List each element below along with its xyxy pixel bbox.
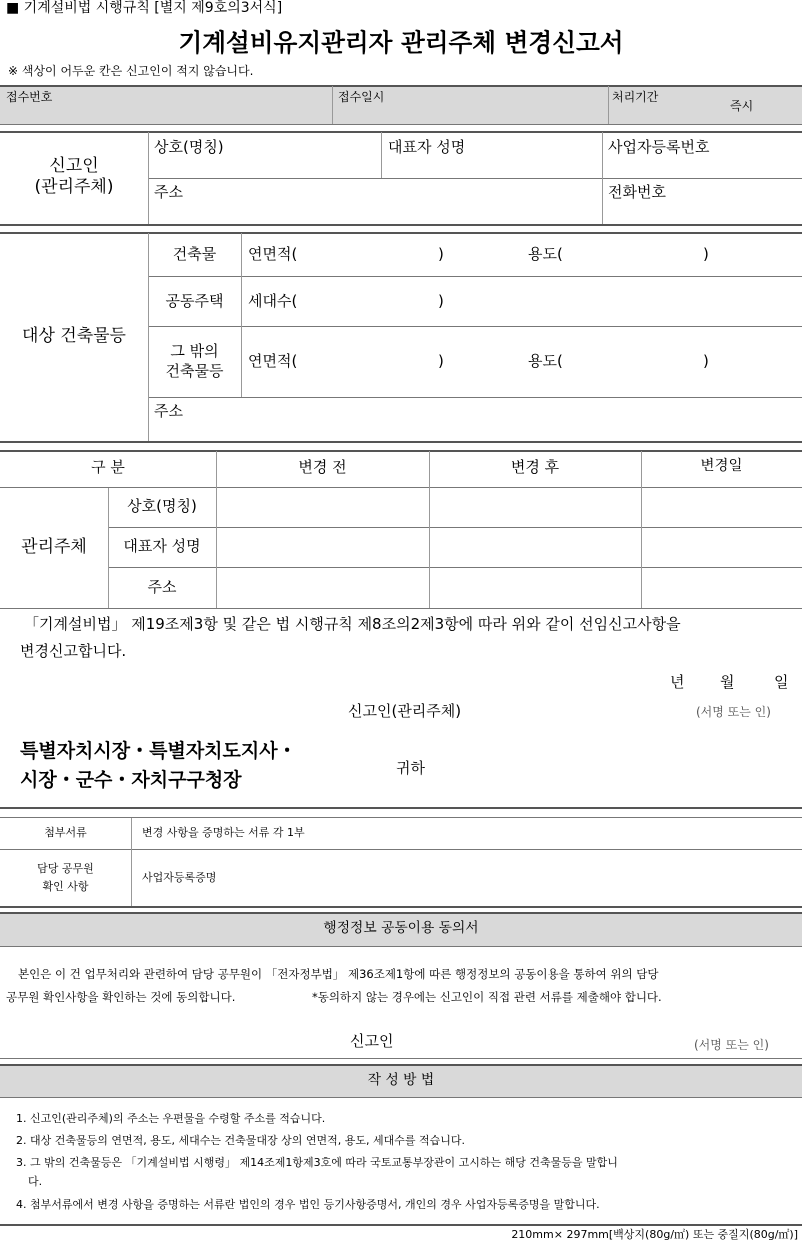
phone-number-field[interactable]: 전화번호 bbox=[608, 183, 666, 201]
date-name-cell[interactable] bbox=[642, 488, 802, 527]
year-label: 년 bbox=[670, 673, 685, 691]
officer-check-label: 담당 공무원 bbox=[37, 862, 94, 875]
instruction-item-cont: 다. bbox=[28, 1175, 43, 1188]
before-name-cell[interactable] bbox=[217, 488, 429, 527]
other-area-field[interactable]: 연면적( bbox=[248, 352, 298, 370]
other-building-label-sub: 건축물등 bbox=[165, 362, 224, 380]
declaration-text: 「기계설비법」 제19조제3항 및 같은 법 시행규칙 제8조의2제3항에 따라 위와 같이 선임신고사항을 bbox=[24, 615, 681, 633]
building-use-field[interactable]: 용도( bbox=[528, 245, 563, 263]
other-building-label: 그 밖의 bbox=[170, 342, 219, 360]
households-field[interactable]: 세대수( bbox=[248, 292, 298, 310]
officer-check-value: 사업자등록증명 bbox=[142, 871, 217, 884]
day-label: 일 bbox=[774, 673, 789, 691]
instructions-header: 작 성 방 법 bbox=[367, 1072, 435, 1088]
col-after: 변경 후 bbox=[510, 458, 560, 476]
consent-note: *동의하지 않는 경우에는 신고인이 직접 관련 서류를 제출해야 합니다. bbox=[312, 990, 662, 1004]
receipt-number-label: 접수번호 bbox=[6, 90, 53, 104]
row-name-label: 상호(명칭) bbox=[127, 497, 197, 515]
business-number-field[interactable]: 사업자등록번호 bbox=[608, 138, 710, 156]
form-reference: ■ 기계설비법 시행규칙 [별지 제9호의3서식] bbox=[6, 0, 283, 16]
consent-signature-field[interactable]: (서명 또는 인) bbox=[694, 1038, 769, 1052]
consent-text: 본인은 이 건 업무처리와 관련하여 담당 공무원이 「전자정부법」 제36조제1항에 따른 행정정보의 공동이용을 통하여 위의 담당 bbox=[18, 967, 659, 981]
instruction-item: 3. 그 밖의 건축물등은 「기계설비법 시행령」 제14조제1항제3호에 따라 국토교통부장관이 고시하는 해당 건축물등을 말합니 bbox=[16, 1156, 618, 1169]
col-category: 구 분 bbox=[91, 458, 125, 476]
households-close: ) bbox=[438, 292, 444, 310]
receipt-row bbox=[0, 86, 802, 124]
other-use-close: ) bbox=[703, 352, 709, 370]
building-area-close: ) bbox=[438, 245, 444, 263]
honorific: 귀하 bbox=[396, 759, 425, 777]
other-area-close: ) bbox=[438, 352, 444, 370]
processing-period-value: 즉시 bbox=[730, 99, 754, 113]
shading-note: ※ 색상이 어두운 칸은 신고인이 적지 않습니다. bbox=[8, 64, 254, 78]
target-building-label: 대상 건축물등 bbox=[22, 326, 126, 346]
month-label: 월 bbox=[720, 673, 735, 691]
company-name-field[interactable]: 상호(명칭) bbox=[154, 138, 224, 156]
applicant-label: 신고인 bbox=[49, 156, 99, 176]
instruction-item: 1. 신고인(관리주체)의 주소는 우편물을 수령할 주소를 적습니다. bbox=[16, 1112, 326, 1125]
building-area-field[interactable]: 연면적( bbox=[248, 245, 298, 263]
apartment-type-label: 공동주택 bbox=[165, 292, 224, 310]
applicant-label-sub: (관리주체) bbox=[34, 177, 114, 197]
col-before: 변경 전 bbox=[298, 458, 347, 476]
receipt-date-label: 접수일시 bbox=[338, 90, 385, 104]
paper-spec: 210mm× 297mm[백상지(80g/㎡) 또는 중질지(80g/㎡)] bbox=[511, 1228, 798, 1241]
consent-header: 행정정보 공동이용 동의서 bbox=[323, 920, 479, 936]
consent-text-cont: 공무원 확인사항을 확인하는 것에 동의합니다. bbox=[6, 990, 236, 1004]
management-group-label: 관리주체 bbox=[21, 537, 87, 557]
instruction-item: 4. 첨부서류에서 변경 사항을 증명하는 서류란 법인의 경우 법인 등기사항증명서, 개인의 경우 사업자등록증명을 말합니다. bbox=[16, 1198, 600, 1211]
applicant-signature-field[interactable]: (서명 또는 인) bbox=[696, 705, 771, 719]
target-address-field[interactable]: 주소 bbox=[154, 402, 183, 420]
page-title: 기계설비유지관리자 관리주체 변경신고서 bbox=[178, 28, 624, 57]
consent-signer-label: 신고인 bbox=[350, 1032, 394, 1050]
processing-period-label: 처리기간 bbox=[612, 90, 659, 104]
other-use-field[interactable]: 용도( bbox=[528, 352, 563, 370]
declaration-text-cont: 변경신고합니다. bbox=[20, 642, 127, 660]
officer-check-label-sub: 확인 사항 bbox=[42, 880, 89, 893]
addressee-cont: 시장・군수・자치구구청장 bbox=[20, 769, 242, 791]
building-use-close: ) bbox=[703, 245, 709, 263]
instruction-item: 2. 대상 건축물등의 연면적, 용도, 세대수는 건축물대장 상의 연면적, 용도, 세대수를 적습니다. bbox=[16, 1134, 465, 1147]
addressee: 특별자치시장・특별자치도지사・ bbox=[20, 740, 297, 762]
representative-name-field[interactable]: 대표자 성명 bbox=[388, 138, 466, 156]
after-name-cell[interactable] bbox=[430, 488, 641, 527]
row-address-label: 주소 bbox=[147, 578, 177, 596]
building-type-label: 건축물 bbox=[172, 245, 217, 263]
applicant-signer-label: 신고인(관리주체) bbox=[348, 702, 462, 720]
row-rep-label: 대표자 성명 bbox=[123, 537, 201, 555]
applicant-address-field[interactable]: 주소 bbox=[154, 183, 183, 201]
attachment-docs-value: 변경 사항을 증명하는 서류 각 1부 bbox=[142, 826, 305, 839]
col-change-date: 변경일 bbox=[700, 458, 743, 474]
attachment-docs-label: 첨부서류 bbox=[44, 826, 87, 839]
